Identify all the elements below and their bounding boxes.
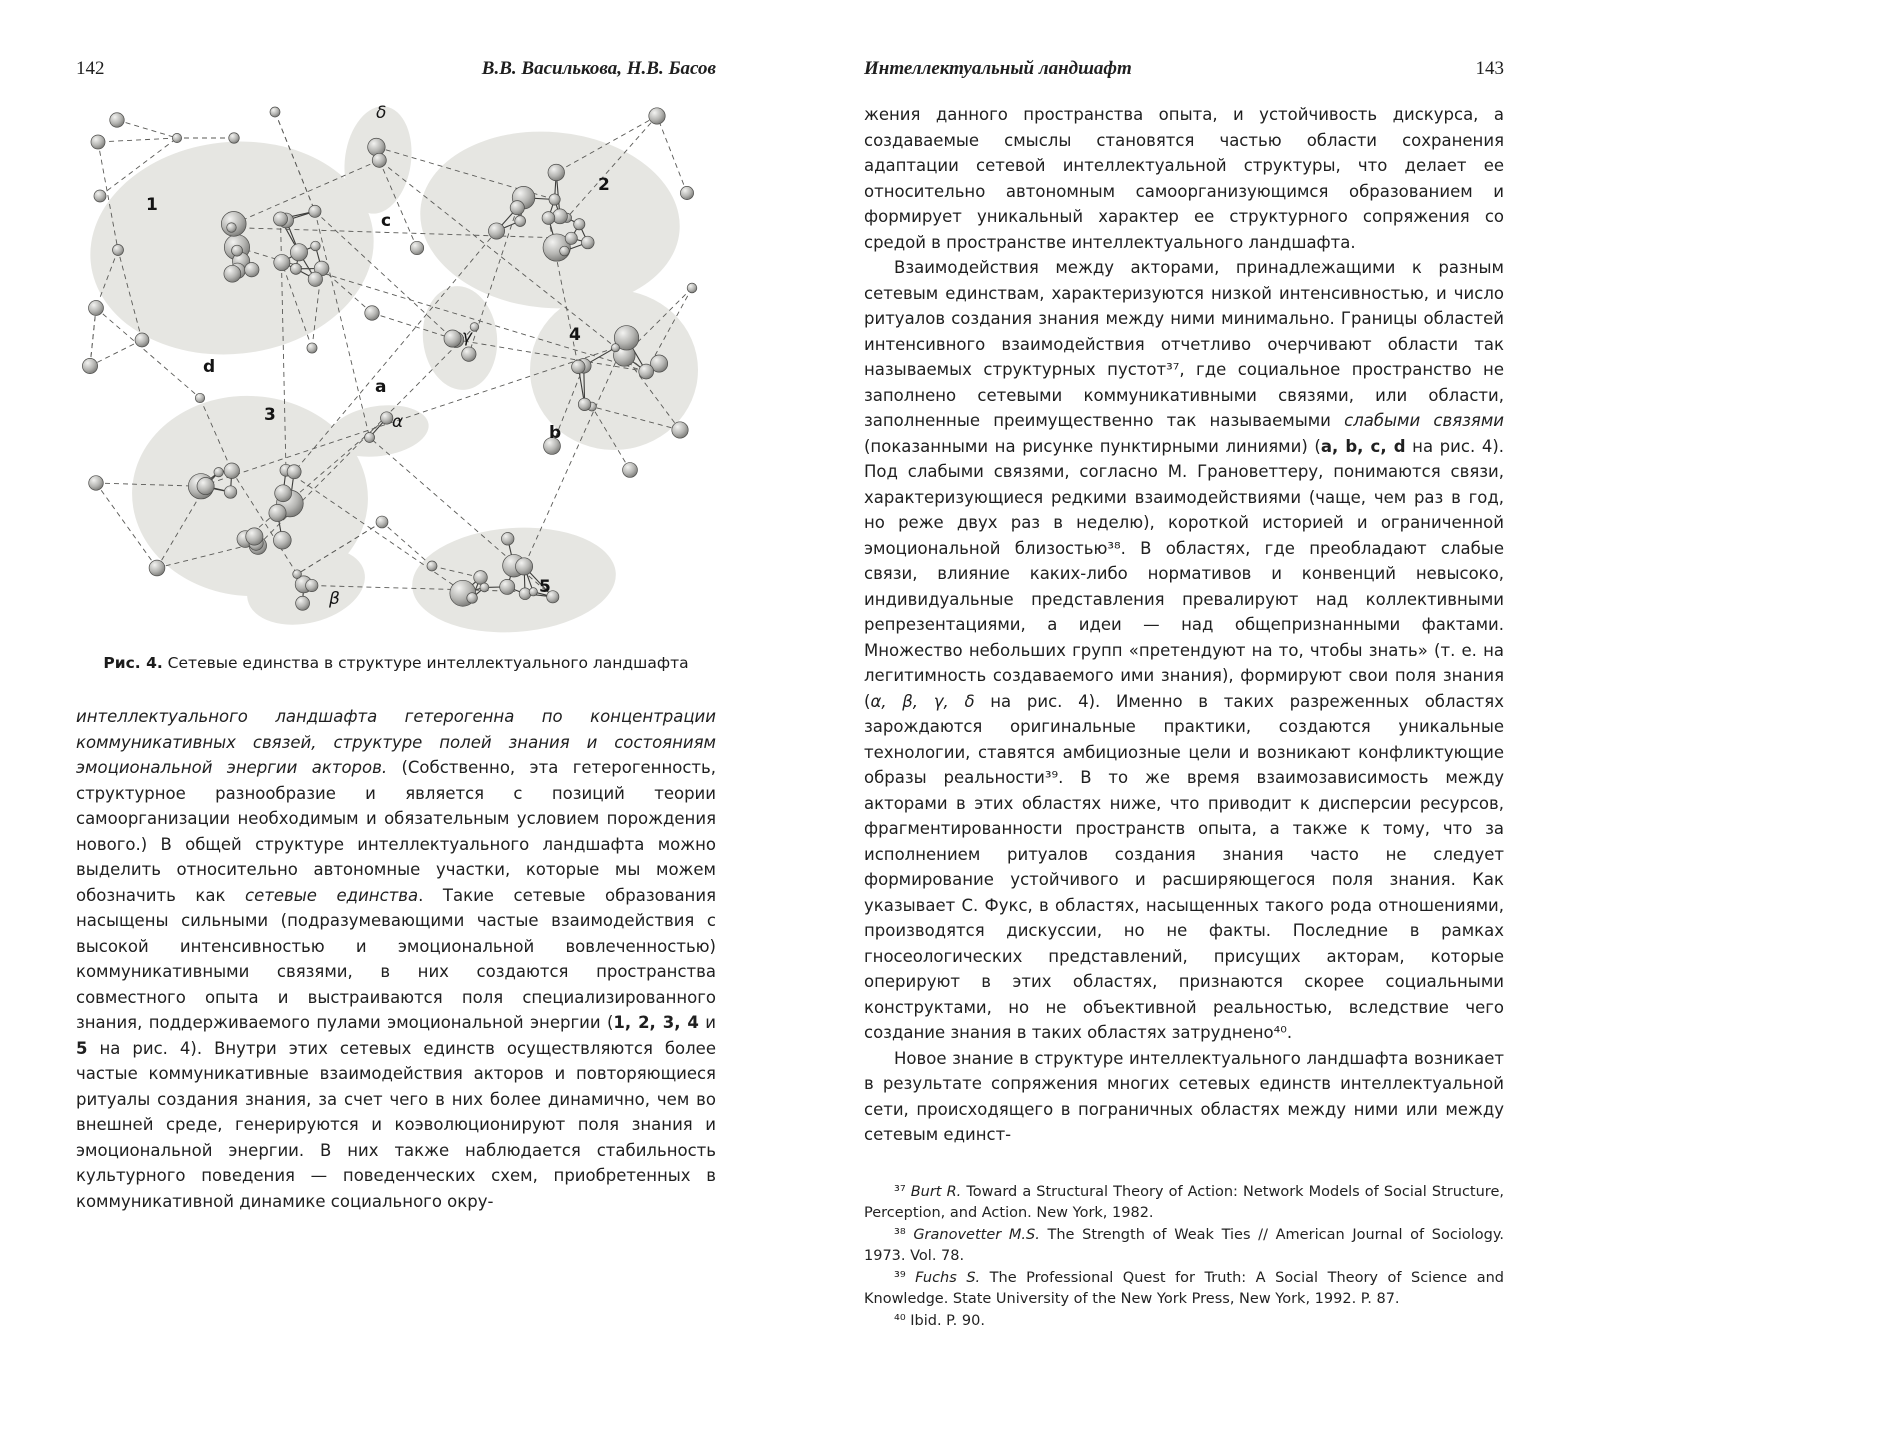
footnote-37: ³⁷ Burt R. Toward a Structural Theory of Action: Network Models of Social Structure, Perception, and Action. New York, 1982. [864, 1183, 1504, 1221]
running-title-left: В.В. Василькова, Н.В. Басов [481, 58, 716, 79]
footnote-40: ⁴⁰ Ibid. P. 90. [894, 1312, 985, 1329]
svg-text:a: a [375, 377, 387, 397]
network-figure-svg [80, 98, 704, 638]
page-header-left [76, 58, 716, 80]
svg-text:d: d [203, 357, 216, 377]
page-left [76, 58, 716, 1214]
page-right [864, 58, 1504, 1332]
running-title-right: Интеллектуальный ландшафт [864, 58, 1132, 79]
footnote-39: ³⁹ Fuchs S. The Professional Quest for Truth: A Social Theory of Science and Knowledge. State University of the New York Press, New York, 1992. P. 87. [864, 1269, 1504, 1307]
page-header-right [864, 58, 1504, 80]
body-paragraph: Взаимодействия между акторами, принадлежащими к разным сетевым единствам, характеризуются низкой интенсивностью, и число ритуалов создания знания между ними минимально. Границы областей интенсивного взаимодействия отчетливо очерчивают области так называемых структурных пустот³⁷, где социальное пространство не заполнено сетевыми коммуникативными связями, или области, заполненные преимущественно так называемыми слабыми связями (показанными на рисунке пунктирными линиями) (a, b, c, d на рис. 4). Под слабыми связями, согласно М. Грановеттеру, понимаются связи, характеризующиеся редкими взаимодействиями (чаще, чем раз в год, но реже двух раз в неделю), короткой историей и ограниченной эмоциональной близостью³⁸. В областях, где преобладают слабые связи, влияние каких-либо нормативов и конвенций невысоко, индивидуальные представления превалируют над коллективными репрезентациями, а идеи — над общепризнанными фактами. Множество небольших групп «претендуют на то, чтобы знать» (т. е. на легитимность создаваемого ими знания), формируют свои поля знания (α, β, γ, δ на рис. 4). Именно в таких разреженных областях зарождаются оригинальные практики, создаются уникальные технологии, ставятся амбициозные цели и возникают конфликтующие образы реальности³⁹. В то же время взаимозависимость между акторами в этих областях ниже, что приводит к дисперсии ресурсов, фрагментированности пространств опыта, а также к тому, что за исполнением ритуалов создания знания часто не следует формирование устойчивого и расширяющегося поля знания. Как указывает С. Фукс, в областях, насыщенных такого рода отношениями, производятся дискуссии, но не факты. Последние в рамках гносеологических представлений, присущих акторам, которые оперируют в этих областях, признаются скорее социальными конструктами, но не объективной реальностью, вследствие чего создание знания в таких областях затруднено⁴⁰. [864, 258, 1504, 1042]
svg-text:α: α [392, 412, 404, 432]
figure-caption-text: Сетевые единства в структуре интеллектуального ландшафта [162, 654, 689, 672]
body-paragraph-left: интеллектуального ландшафта гетерогенна по концентрации коммуникативных связей, структуре полей знания и состояниям эмоциональной энергии акторов. (Собственно, эта гетерогенность, структурное разнообразие и является с позиций теории самоорганизации необходимым и обязательным условием порождения нового.) В общей структуре интеллектуального ландшафта можно выделить относительно автономные участки, которые мы можем обозначить как сетевые единства. Такие сетевые образования насыщены сильными (подразумевающими частые взаимодействия с высокой интенсивностью и эмоциональной вовлеченностью) коммуникативными связями, в них создаются пространства совместного опыта и выстраиваются поля специализированного знания, поддерживаемого пулами эмоциональной энергии (1, 2, 3, 4 и 5 на рис. 4). Внутри этих сетевых единств осуществляются более частые коммуникативные взаимодействия акторов и повторяющиеся ритуалы создания знания, за счет чего в них более динамично, чем во внешней среде, генерируются и коэволюционируют поля знания и эмоциональной энергии. В них также наблюдается стабильность культурного поведения — поведенческих схем, приобретенных в коммуникативной динамике социального окру- [76, 707, 717, 1211]
svg-text:2: 2 [598, 175, 610, 195]
svg-text:4: 4 [569, 325, 581, 345]
svg-text:b: b [549, 423, 562, 443]
page-number-right: 143 [1475, 58, 1504, 79]
page-number-left: 142 [76, 58, 105, 79]
figure-caption [76, 654, 716, 672]
svg-text:c: c [381, 211, 392, 231]
body-text-right [864, 102, 1504, 1148]
svg-text:1: 1 [146, 195, 158, 215]
footnote-38: ³⁸ Granovetter M.S. The Strength of Weak Ties // American Journal of Sociology. 1973. Vol. 78. [864, 1226, 1504, 1264]
body-paragraph: жения данного пространства опыта, и устойчивость дискурса, а создаваемые смыслы становятся частью области сохранения адаптации сетевой интеллектуальной структуры, что делает ее относительно автономным самоорганизующимся образованием и формирует уникальный характер ее структурного сопряжения со средой в пространстве интеллектуального ландшафта. [864, 105, 1504, 252]
svg-text:3: 3 [264, 405, 276, 425]
body-paragraph: Новое знание в структуре интеллектуального ландшафта возникает в результате сопряжения многих сетевых единств интеллектуальной сети, происходящего в пограничных областях между ними или между сетевым единст- [864, 1048, 1504, 1144]
figure-caption-label: Рис. 4. [103, 654, 163, 672]
svg-text:γ: γ [462, 327, 473, 347]
footnotes [864, 1182, 1504, 1333]
figure-network-diagram [80, 98, 716, 642]
svg-text:β: β [329, 589, 340, 609]
svg-text:δ: δ [376, 103, 387, 123]
svg-text:5: 5 [539, 577, 551, 597]
